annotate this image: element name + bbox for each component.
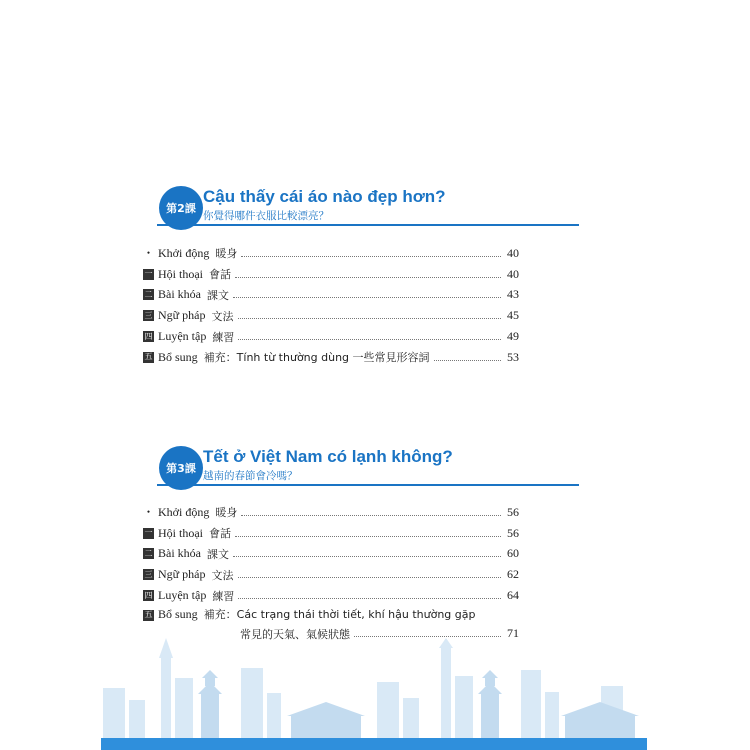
toc-row[interactable] (143, 523, 519, 544)
toc-label: Hội thoại (158, 525, 203, 540)
toc-label: Bổ sung (158, 349, 198, 364)
toc-label: Luyện tập (158, 329, 207, 344)
page-number: 40 (507, 266, 519, 281)
page-number: 64 (507, 588, 519, 603)
toc-label: Bài khóa (158, 546, 201, 561)
book-page (101, 0, 647, 750)
page-number: 62 (507, 567, 519, 582)
toc-label-cn: 會話 (209, 527, 231, 541)
toc-label: Khởi động (158, 245, 210, 260)
page-number: 45 (507, 308, 519, 323)
toc-label: Ngữ pháp (158, 567, 206, 582)
toc-label: Bài khóa (158, 287, 201, 302)
page-number: 60 (507, 546, 519, 561)
title-rule (157, 224, 579, 226)
page-number: 71 (507, 626, 519, 641)
lesson-subtitle: 越南的春節會冷嗎？ (203, 470, 298, 482)
lesson-subtitle: 你覺得哪件衣服比較漂亮？ (203, 210, 329, 222)
dot-leader (235, 536, 501, 537)
dot-leader (241, 256, 501, 257)
page-number: 56 (507, 525, 519, 540)
lesson-2-toc (143, 243, 519, 368)
lesson-title: Cậu thấy cái áo nào đẹp hơn? (203, 187, 446, 206)
lesson-badge: 第3課 (159, 446, 203, 490)
number-four-icon: 四 (144, 331, 153, 341)
toc-label-cn: 文法 (211, 309, 234, 323)
toc-label: Hội thoại (158, 266, 203, 281)
dot-leader (238, 318, 502, 319)
number-one-icon: 一 (144, 269, 153, 279)
toc-row[interactable] (143, 502, 519, 523)
toc-row[interactable] (143, 564, 519, 585)
page-number: 43 (507, 287, 519, 302)
toc-row[interactable] (143, 264, 519, 285)
toc-row[interactable] (143, 243, 519, 264)
toc-label-cn: 練習 (212, 589, 235, 603)
number-three-icon: 三 (144, 310, 153, 320)
bullet-icon: ・ (142, 505, 155, 520)
toc-row[interactable] (143, 544, 519, 565)
lesson-3-toc (143, 502, 519, 640)
title-rule (157, 484, 579, 486)
toc-label-cn: 練習 (212, 330, 235, 344)
bullet-icon: ・ (142, 246, 155, 261)
toc-label: Luyện tập (158, 588, 207, 603)
toc-label-cn: 課文 (207, 288, 229, 302)
number-one-icon: 一 (144, 528, 153, 538)
number-two-icon: 二 (144, 289, 153, 299)
lesson-title: Tết ở Việt Nam có lạnh không? (203, 447, 453, 466)
toc-label: Ngữ pháp (158, 308, 206, 323)
toc-label-cn: 暖身 (215, 506, 238, 520)
number-five-icon: 五 (144, 352, 153, 362)
number-four-icon: 四 (144, 590, 153, 600)
number-two-icon: 二 (144, 548, 153, 558)
toc-label: Khởi động (158, 504, 210, 519)
page-number: 49 (507, 329, 519, 344)
number-five-icon: 五 (144, 610, 153, 620)
toc-row[interactable] (143, 347, 519, 368)
number-three-icon: 三 (144, 569, 153, 579)
dot-leader (238, 577, 502, 578)
toc-row[interactable] (143, 606, 519, 640)
toc-label-cn: 暖身 (215, 247, 238, 261)
toc-label-cn: 補充：Các trạng thái thời tiết, khí hậu thường gặp (203, 608, 476, 622)
toc-label-cn: 文法 (211, 568, 234, 582)
dot-leader (233, 556, 501, 557)
page-number: 56 (507, 504, 519, 519)
toc-label: Bổ sung (158, 606, 198, 621)
dot-leader (241, 515, 501, 516)
dot-leader (233, 297, 501, 298)
toc-line-1 (158, 606, 519, 623)
page-number: 40 (507, 245, 519, 260)
city-skyline-illustration (101, 638, 647, 738)
toc-row[interactable] (143, 326, 519, 347)
toc-entry-wrap (158, 606, 519, 642)
toc-label-cn: 課文 (207, 547, 229, 561)
dot-leader (238, 598, 501, 599)
toc-label-cn: 補充：Tính từ thường dùng 一些常見形容詞 (203, 351, 430, 365)
toc-label-cn: 會話 (209, 268, 231, 282)
dot-leader (434, 360, 501, 361)
page-number: 53 (507, 349, 519, 364)
toc-row[interactable] (143, 305, 519, 326)
toc-row[interactable] (143, 285, 519, 306)
lesson-badge: 第2課 (159, 186, 203, 230)
toc-label-cn-2: 常見的天氣、氣候狀態 (240, 627, 350, 641)
dot-leader (235, 277, 501, 278)
dot-leader (238, 339, 501, 340)
bottom-color-bar (101, 738, 647, 750)
toc-row[interactable] (143, 585, 519, 606)
